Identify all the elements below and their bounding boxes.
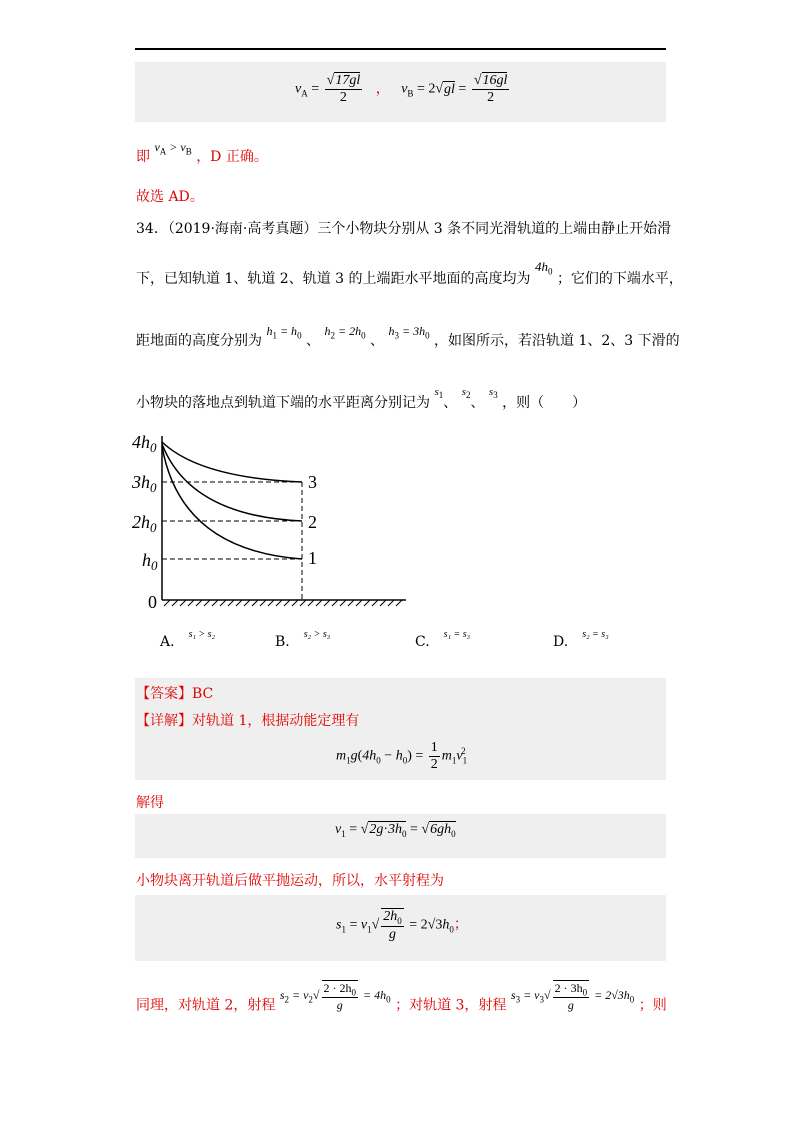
vb-root: gl [444,81,455,97]
s3-symbol: s3 [488,386,498,401]
option-a[interactable]: A. $^{s_1 > s_2}$ [160,629,216,650]
solve-label: 解得 [136,795,164,811]
question-line-2: 下，已知轨道 1、轨道 2、轨道 3 的上端距水平地面的高度均为 $4h_0$ ；它们的下端水平， [136,259,683,287]
conclusion-line: 即 $v_A > v_B$ ，D 正确。 [136,140,268,165]
vb-sub: B [407,88,414,99]
label-2h0: $2h_0$ [132,512,157,535]
option-c[interactable]: C. $^{s_1 = s_3}$ [415,629,471,650]
s2-equation: $s_2 = v_2√$ $\frac{2 \cdot 2h_0}{g}$ = $4h_0$ [279,981,391,1013]
vb-den: 2 [487,90,495,105]
answer-label: 【答案】 [136,686,192,702]
va-fraction: $\frac{√17gl}{2}$ [326,73,361,105]
va-root: 17gl [335,73,361,88]
s3-equation: $s_3 = v_3√$ $\frac{2 \cdot 3h_0}{g}$ = $2√3h_0$ [510,981,635,1013]
header-rule [135,48,666,50]
prev-equation: $v_A$ = $\frac{√17gl}{2}$ ， $v_B = 2√gl$ = $\frac{√16gl}{2}$ [295,73,508,105]
s2-symbol: s2 [461,386,471,401]
track-1 [162,446,302,559]
option-b[interactable]: B. $^{s_2 > s_3}$ [275,629,331,650]
label-3h0: $3h_0$ [132,472,157,495]
track-figure [130,430,410,610]
question-number: 34． [136,221,168,237]
question-line-1: 34．（2019·海南·高考真题）三个小物块分别从 3 条不同光滑轨道的上端由静止开始滑 [136,221,672,237]
vb-coef: 2 [428,81,436,97]
projectile-line: 小物块离开轨道后做平抛运动，所以，水平射程为 [136,873,444,889]
s1-equation: $s_1 = v_1√$ $\frac{2h_0}{g}$ = $2√3h_0$； [336,909,468,942]
track-label-2: 2 [308,512,317,532]
label-0: 0 [148,592,157,610]
vb-fraction: $\frac{√16gl}{2}$ [473,73,508,105]
va-den: 2 [339,90,347,105]
track-3 [162,442,302,482]
h2-eq: $h_2 = 2h_0$ [324,324,366,341]
detail-label: 【详解】 [136,713,192,729]
label-h0: $h_0$ [142,550,158,573]
question-line-4: 小物块的落地点到轨道下端的水平距离分别记为 $^{s_1}$、 $^{s_2}$、 $^{s_3}$ ，则（ ） [136,386,587,411]
conclusion-math: $v_A > v_B$ [154,140,192,157]
vb-root2: 16gl [482,73,508,88]
sep-comma: ， [375,81,390,97]
vb-symbol: v [401,81,408,97]
answer-value: BC [192,686,214,702]
detail-line: 【详解】对轨道 1，根据动能定理有 [136,713,360,729]
energy-equation: $m_1g(4h_0 - h_0)$ = $\frac{1}{2}$ $m_1v_1^2$ [336,740,468,772]
answer-line [136,683,213,703]
question-source: （2019·海南·高考真题） [167,221,318,237]
track-label-3: 3 [308,472,317,492]
option-d[interactable]: D. $^{s_2 = s_3}$ [553,629,609,650]
va-symbol: v [295,81,302,97]
track-label-1: 1 [308,548,317,568]
height-4h0: $4h_0$ [534,259,553,277]
h3-eq: $h_3 = 3h_0$ [388,324,430,341]
va-sub: A [301,88,308,99]
final-choice: 故选 AD。 [136,189,204,205]
question-line-3: 距地面的高度分别为 $h_1 = h_0$ 、 $h_2 = 2h_0$ 、 $h_3 = 3h_0$ ，如图所示，若沿轨道 1、2、3 下滑的 [136,324,680,349]
h1-eq: $h_1 = h_0$ [266,324,302,341]
same-line: 同理，对轨道 2，射程 $s_2 = v_2√$ $\frac{2 \cdot 2h_0}{g}$ = $4h_0$ ；对轨道 3，射程 $s_3 = v_3√$ $\frac{2 \cdot 3h_0}{g}$ = $2√3h_0$ ；则 [136,981,667,1014]
s1-symbol: s1 [434,386,444,401]
v1-equation: $v_1 = √2g\cdot 3h_0 = √6gh_0$ [335,822,456,839]
label-4h0: $4h_0$ [132,432,157,455]
